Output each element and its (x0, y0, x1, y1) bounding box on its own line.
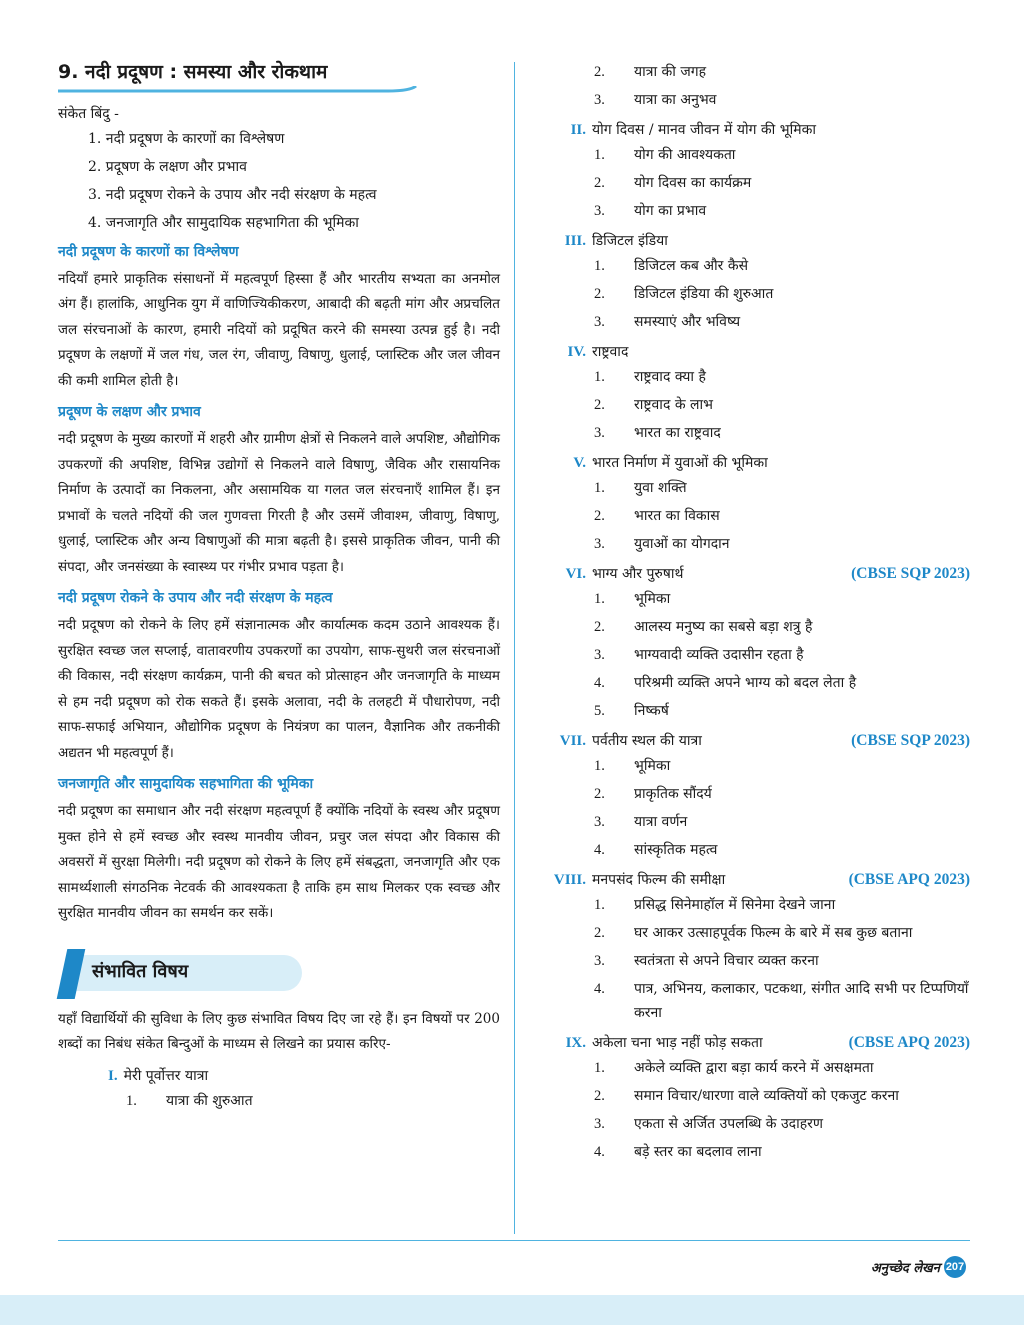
point-number: 4. (594, 675, 605, 691)
point-text: भाग्यवादी व्यक्ति उदासीन रहता है (634, 647, 804, 663)
point-text: यात्रा वर्णन (634, 814, 688, 830)
point-number: 2. (594, 619, 605, 635)
topic-heading (530, 731, 970, 750)
point-number: 1. (594, 480, 605, 496)
topic-point (594, 1056, 970, 1080)
topic-point (594, 893, 970, 917)
essay-section (58, 774, 500, 927)
point-number: 1. (594, 369, 605, 385)
topic-title: योग दिवस / मानव जीवन में योग की भूमिका (592, 122, 816, 138)
point-number: 2. (594, 175, 605, 191)
topic-point (594, 476, 970, 500)
point-number: 1. (126, 1092, 137, 1109)
point-number: 3. (594, 203, 605, 219)
topic-point (594, 199, 970, 223)
point-text: समस्याएं और भविष्य (634, 314, 741, 330)
point-text: प्राकृतिक सौंदर्य (634, 786, 712, 802)
topic-point (594, 810, 970, 834)
section-heading: प्रदूषण के लक्षण और प्रभाव (58, 404, 201, 421)
point-number: 4. (594, 1144, 605, 1160)
topic-block (530, 120, 970, 223)
topic-numeral: I. (108, 1067, 118, 1084)
point-text: स्वतंत्रता से अपने विचार व्यक्त करना (634, 953, 819, 969)
topic-points (594, 254, 970, 334)
topic-numeral: VIII. (553, 872, 586, 888)
point-text: समान विचार/धारणा वाले व्यक्तियों को एकजुट करना (634, 1088, 899, 1104)
topic-points (126, 1089, 500, 1113)
topic-point (594, 254, 970, 278)
topic-point (594, 754, 970, 778)
point-number: 3. (594, 953, 605, 969)
point-text: एकता से अर्जित उपलब्धि के उदाहरण (634, 1116, 824, 1132)
point-number: 1. (594, 1060, 605, 1076)
topic-point (594, 365, 970, 389)
point-number: 3. (594, 536, 605, 552)
point-number: 3. (594, 314, 605, 330)
prompt-point: 3. नदी प्रदूषण रोकने के उपाय और नदी संरक्षण के महत्व (88, 186, 377, 203)
footer-chapter-label: अनुच्छेद लेखन (870, 1261, 940, 1276)
essay-section (58, 242, 500, 395)
column-divider (514, 62, 515, 1234)
point-text: यात्रा की शुरुआत (166, 1092, 253, 1109)
point-text: अकेले व्यक्ति द्वारा बड़ा कार्य करने में असक्षमता (634, 1060, 874, 1076)
section-paragraph: नदियाँ हमारे प्राकृतिक संसाधनों में महत्वपूर्ण हिस्सा हैं और भारतीय सभ्यता का अनमोल अंग हैं। हालांकि, आधुनिक युग में वाणिज्यिकीकरण, आबादी की बढ़ती मांग और अप्रचलित जल संरचनाओं के कारण, हमारी नदियों को प्रदूषित करने की समस्या उत्पन्न हुई है। नदी प्रदूषण के लक्षणों में जल गंध, जल रंग, जीवाणु, विषाणु, धुलाई, प्लास्टिक और जल जीवन की कमी शामिल होती है। (58, 270, 500, 389)
point-number: 2. (594, 786, 605, 802)
footer-rule (58, 1240, 970, 1241)
essay-section (58, 588, 500, 766)
point-number: 1. (594, 897, 605, 913)
topic-point (594, 643, 970, 667)
point-text: भारत का राष्ट्रवाद (634, 425, 721, 441)
point-text: योग की आवश्यकता (634, 147, 736, 163)
topic-numeral: IV. (567, 344, 586, 360)
topic-numeral: IX. (565, 1035, 586, 1051)
topic-numeral: V. (573, 455, 586, 471)
section-paragraph: नदी प्रदूषण का समाधान और नदी संरक्षण महत्वपूर्ण हैं क्योंकि नदियों के स्वस्थ और प्रदूषण मुक्त होने से हमें स्वच्छ और स्वस्थ मानवीय जीवन, प्रचुर जल संपदा और विकास की अवसरों में सुरक्षा मिलेगी। नदी प्रदूषण को रोकने के लिए हमें संबद्धता, जनजागृति और एक सामर्थ्यशाली संगठनिक नेटवर्क की आवश्यकता है ताकि हम साथ मिलकर एक स्वच्छ और सुरक्षित मानवीय जीवन का समर्थन कर सकें। (58, 803, 500, 922)
topic-point (594, 282, 970, 306)
right-column (530, 56, 970, 1164)
topic-point (126, 1089, 500, 1113)
topic-source-tag: (CBSE SQP 2023) (851, 565, 970, 582)
point-text: प्रसिद्ध सिनेमाहॉल में सिनेमा देखने जाना (634, 897, 836, 913)
topic-point (594, 421, 970, 445)
topic-points (594, 893, 970, 1025)
topic-block (530, 231, 970, 334)
topic-source-tag: (CBSE APQ 2023) (848, 871, 970, 888)
topics-banner (58, 949, 302, 995)
point-number: 1. (594, 147, 605, 163)
point-number: 1. (594, 758, 605, 774)
topic-point (594, 671, 970, 695)
topic-title: पर्वतीय स्थल की यात्रा (592, 733, 702, 749)
section-heading: नदी प्रदूषण रोकने के उपाय और नदी संरक्षण के महत्व (58, 590, 333, 607)
prompt-point: 1. नदी प्रदूषण के कारणों का विश्लेषण (88, 131, 285, 147)
essay-section (58, 402, 500, 580)
topic-heading (530, 870, 970, 889)
topic-point (594, 699, 970, 723)
topic-heading (530, 564, 970, 583)
point-text: योग दिवस का कार्यक्रम (634, 175, 752, 191)
point-number: 4. (594, 981, 605, 997)
prompt-point: 2. प्रदूषण के लक्षण और प्रभाव (88, 158, 247, 175)
point-text: योग का प्रभाव (634, 203, 707, 219)
title-underline (58, 86, 418, 96)
topic-title: भारत निर्माण में युवाओं की भूमिका (592, 455, 768, 471)
topic-block (530, 564, 970, 723)
page-footer (871, 1256, 966, 1278)
point-number: 2. (594, 397, 605, 413)
point-text: भूमिका (634, 758, 671, 774)
prompt-points (88, 130, 500, 233)
topic-title: डिजिटल इंडिया (592, 233, 668, 249)
chapter-title-text: 9. नदी प्रदूषण : समस्या और रोकथाम (58, 61, 328, 83)
topic-point (594, 977, 970, 1025)
topic-block (108, 1066, 500, 1113)
page-number-badge: 207 (944, 1256, 966, 1278)
topic-points (594, 1056, 970, 1164)
topic-point (594, 587, 970, 611)
point-number: 3. (594, 814, 605, 830)
topic-point (594, 143, 970, 167)
point-number: 2. (594, 1088, 605, 1104)
point-text: सांस्कृतिक महत्व (634, 842, 718, 858)
topic-point (594, 921, 970, 945)
topic-heading (530, 231, 970, 250)
point-number: 3. (594, 1116, 605, 1132)
topic-title: मनपसंद फिल्म की समीक्षा (592, 872, 726, 888)
topics-intro: यहाँ विद्यार्थियों की सुविधा के लिए कुछ संभावित विषय दिए जा रहे हैं। इन विषयों पर 200 शब्दों का निबंध संकेत बिन्दुओं के माध्यम से लिखने का प्रयास करिए- (58, 1010, 500, 1053)
topic-title: भाग्य और पुरुषार्थ (592, 566, 684, 582)
section-heading: नदी प्रदूषण के कारणों का विश्लेषण (58, 243, 239, 260)
point-text: आलस्य मनुष्य का सबसे बड़ा शत्रु है (634, 619, 813, 635)
topic-heading (530, 342, 970, 361)
banner-title: संभावित विषय (92, 960, 189, 982)
topic-point (594, 532, 970, 556)
topic-heading (530, 120, 970, 139)
point-number: 2. (594, 925, 605, 941)
topic-block (530, 342, 970, 445)
point-number: 2. (594, 64, 605, 80)
point-number: 4. (594, 842, 605, 858)
point-number: 3. (594, 647, 605, 663)
point-text: डिजिटल इंडिया की शुरुआत (634, 286, 774, 302)
prompt-point: 4. जनजागृति और सामुदायिक सहभागिता की भूमिका (88, 214, 359, 231)
topic-point (594, 310, 970, 334)
topic-numeral: VI. (565, 566, 586, 582)
topic-title: राष्ट्रवाद (592, 344, 629, 360)
point-text: यात्रा की जगह (634, 64, 707, 80)
topic-list (530, 120, 970, 1164)
topic-point (594, 60, 970, 84)
topic-point (594, 1140, 970, 1164)
topic-points (594, 476, 970, 556)
chapter-title (58, 58, 500, 90)
point-text: घर आकर उत्साहपूर्वक फिल्म के बारे में सब कुछ बताना (634, 925, 913, 941)
topic-point (594, 949, 970, 973)
point-number: 3. (594, 92, 605, 108)
topic-numeral: II. (570, 122, 586, 138)
topic-title: मेरी पूर्वोत्तर यात्रा (123, 1067, 209, 1084)
topic-numeral: VII. (559, 733, 586, 749)
point-number: 2. (594, 508, 605, 524)
topic-points (594, 365, 970, 445)
topic-heading (108, 1066, 500, 1085)
point-text: भूमिका (634, 591, 671, 607)
section-heading: जनजागृति और सामुदायिक सहभागिता की भूमिका (58, 776, 314, 793)
point-number: 1. (594, 591, 605, 607)
topic-points (594, 587, 970, 723)
topic-point (594, 393, 970, 417)
point-number: 1. (594, 258, 605, 274)
topic-numeral: III. (564, 233, 586, 249)
topic-point (594, 88, 970, 112)
point-text: राष्ट्रवाद क्या है (634, 369, 706, 385)
topic-point (594, 1112, 970, 1136)
topic-point (594, 504, 970, 528)
topic-point (594, 171, 970, 195)
topic-block (530, 453, 970, 556)
topic-title: अकेला चना भाड़ नहीं फोड़ सकता (592, 1035, 763, 1051)
topic-block (530, 870, 970, 1025)
point-text: पात्र, अभिनय, कलाकार, पटकथा, संगीत आदि सभी पर टिप्पणियाँ करना (634, 981, 969, 1021)
point-text: परिश्रमी व्यक्ति अपने भाग्य को बदल लेता है (634, 675, 857, 691)
topic-points (594, 143, 970, 223)
section-paragraph: नदी प्रदूषण को रोकने के लिए हमें संज्ञानात्मक और कार्यात्मक कदम उठाने आवश्यक हैं। सुरक्षित स्वच्छ जल सप्लाई, वातावरणीय उपकरणों का उपयोग, साफ-सुथरी जल संरचनाओं की विकास, नदी संरक्षण कार्यक्रम, पानी की बचत को प्रोत्साहन और जनजागृति के माध्यम से हम नदी प्रदूषण को रोक सकते हैं। इसके अलावा, नदी के तलहटी में पौधारोपण, नदी साफ-सफाई अभियान, औद्योगिक प्रदूषण के नियंत्रण का पालन, वैज्ञानिक और तकनीकी अद्यतन भी महत्वपूर्ण हैं। (58, 617, 500, 761)
topic-source-tag: (CBSE SQP 2023) (851, 732, 970, 749)
point-text: भारत का विकास (634, 508, 720, 524)
point-text: बड़े स्तर का बदलाव लाना (634, 1144, 762, 1160)
topic-point (594, 782, 970, 806)
point-text: डिजिटल कब और कैसे (634, 258, 749, 274)
point-text: यात्रा का अनुभव (634, 92, 717, 108)
topic-block (530, 731, 970, 862)
bottom-band (0, 1295, 1024, 1325)
point-number: 2. (594, 286, 605, 302)
point-text: राष्ट्रवाद के लाभ (634, 397, 713, 413)
topic-points (594, 754, 970, 862)
topic-point (594, 615, 970, 639)
section-paragraph: नदी प्रदूषण के मुख्य कारणों में शहरी और ग्रामीण क्षेत्रों से निकलने वाले अपशिष्ट, औद्योगिक उपकरणों की अपशिष्ट, विभिन्न उद्योगों से निकलने वाले विषाणु, जैविक और रासायनिक निर्माण के उत्पादों का निकलना, और असामयिक या गलत जल संरचनाएँ शामिल हैं। इन प्रभावों के चलते नदियों की जल गुणवत्ता गिरती है और उसमें जीवाश्म, जीवाणु, विषाणु, धुलाई, प्लास्टिक और अन्य विषाणुओं की मात्रा बढ़ती है। इससे प्राकृतिक जीवन, पानी की संपदा, और जनसंख्या के स्वास्थ्य पर गंभीर प्रभाव पड़ता है। (58, 431, 500, 575)
topic-block (530, 1033, 970, 1164)
topic-point (594, 838, 970, 862)
left-column (58, 58, 500, 1113)
topic-source-tag: (CBSE APQ 2023) (848, 1034, 970, 1051)
topic-heading (530, 453, 970, 472)
point-text: निष्कर्ष (634, 703, 669, 719)
point-text: युवाओं का योगदान (634, 536, 730, 552)
point-text: युवा शक्ति (634, 480, 687, 496)
point-number: 3. (594, 425, 605, 441)
prompt-label: संकेत बिंदु - (58, 106, 119, 122)
continued-points (594, 60, 970, 112)
topic-heading (530, 1033, 970, 1052)
topic-point (594, 1084, 970, 1108)
point-number: 5. (594, 703, 605, 719)
